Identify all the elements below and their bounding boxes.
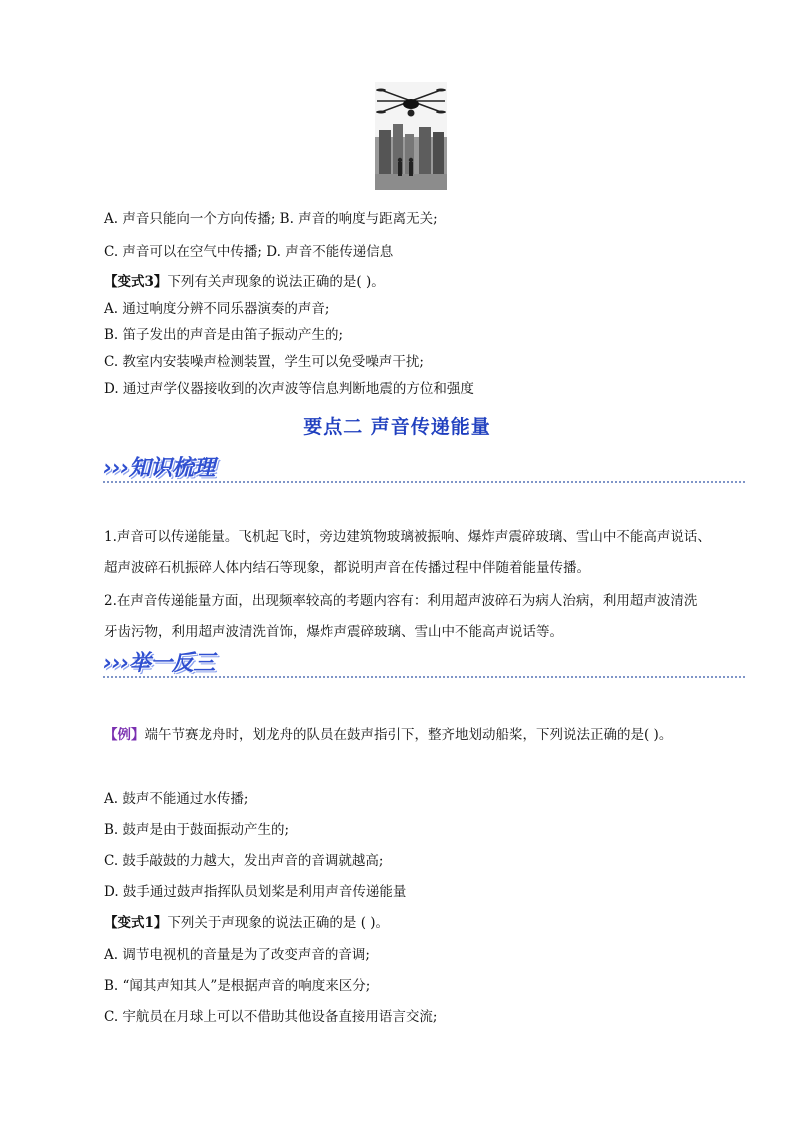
knowledge-p1-line2: 超声波碎石机振碎人体内结石等现象，都说明声音在传播过程中伴随着能量传播。 — [104, 560, 590, 576]
variant1-option-b: B. “闻其声知其人”是根据声音的响度来区分; — [104, 978, 371, 994]
variant3-stem — [104, 270, 385, 290]
variant3-option-b: B. 笛子发出的声音是由笛子振动产生的; — [104, 327, 344, 343]
variant3-tag: 【变式3】 — [104, 274, 168, 290]
drone-photo — [375, 82, 447, 190]
knowledge-p2-line2: 牙齿污物，利用超声波清洗首饰，爆炸声震碎玻璃、雪山中不能高声说话等。 — [104, 624, 563, 640]
example-banner — [103, 646, 745, 678]
variant3-option-d: D. 通过声学仪器接收到的次声波等信息判断地震的方位和强度 — [104, 381, 474, 397]
variant1-question: 下列关于声现象的说法正确的是 ( )。 — [167, 915, 390, 931]
example-option-b: B. 鼓声是由于鼓面振动产生的; — [104, 822, 290, 838]
example-option-c: C. 鼓手敲鼓的力越大，发出声音的音调就越高; — [104, 853, 384, 869]
example-option-d: D. 鼓手通过鼓声指挥队员划桨是利用声音传递能量 — [104, 884, 407, 900]
variant1-tag: 【变式1】 — [104, 915, 168, 931]
variant3-option-c: C. 教室内安装噪声检测装置，学生可以免受噪声干扰; — [104, 354, 424, 370]
example-question: 端午节赛龙舟时，划龙舟的队员在鼓声指引下，整齐地划动船桨，下列说法正确的是( )。 — [144, 727, 673, 743]
variant1-stem — [104, 911, 389, 931]
option-ab: A. 声音只能向一个方向传播; B. 声音的响度与距离无关; — [104, 211, 438, 227]
variant3-question: 下列有关声现象的说法正确的是( )。 — [167, 274, 385, 290]
example-tag: 【例】 — [104, 727, 145, 743]
knowledge-p1-line1: 1.声音可以传递能量。飞机起飞时，旁边建筑物玻璃被振响、爆炸声震碎玻璃、雪山中不能高声说话、 — [104, 529, 711, 545]
example-banner-label: ›››举一反三 — [103, 651, 215, 676]
divider — [103, 481, 745, 483]
option-cd: C. 声音可以在空气中传播; D. 声音不能传递信息 — [104, 244, 394, 260]
section-title: 要点二 声音传递能量 — [303, 416, 491, 438]
knowledge-banner-label: ›››知识梳理 — [103, 456, 215, 481]
variant1-option-c: C. 宇航员在月球上可以不借助其他设备直接用语言交流; — [104, 1009, 438, 1025]
example-stem — [104, 723, 672, 743]
example-option-a: A. 鼓声不能通过水传播; — [104, 791, 249, 807]
knowledge-p2-line1: 2.在声音传递能量方面，出现频率较高的考题内容有：利用超声波碎石为病人治病，利用超声波清洗 — [104, 593, 698, 609]
variant1-option-a: A. 调节电视机的音量是为了改变声音的音调; — [104, 947, 370, 963]
variant3-option-a: A. 通过响度分辨不同乐器演奏的声音; — [104, 301, 330, 317]
divider — [103, 676, 745, 678]
knowledge-banner — [103, 451, 745, 483]
